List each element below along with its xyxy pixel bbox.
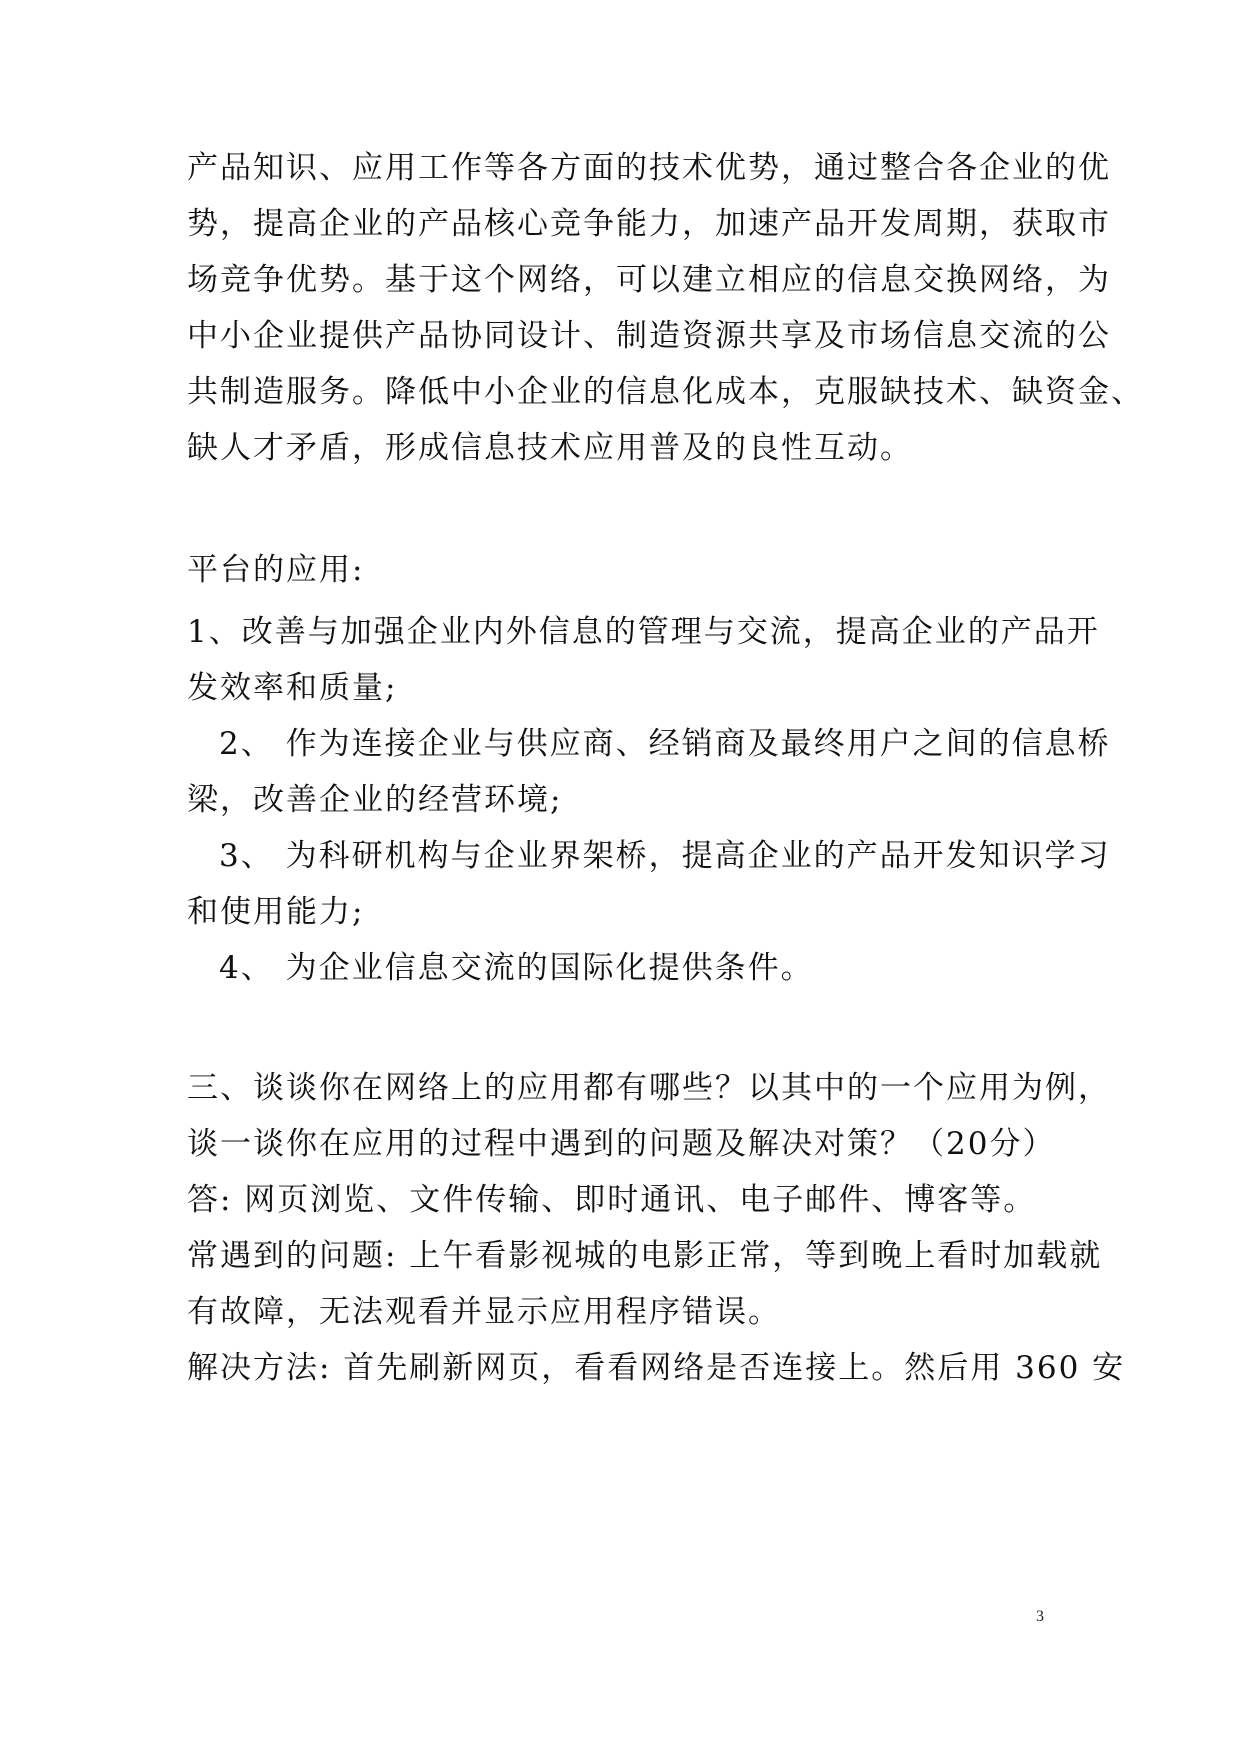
text-line: 场竞争优势。基于这个网络，可以建立相应的信息交换网络，为 [187,262,1111,298]
text-line: 3、 为科研机构与企业界架桥，提高企业的产品开发知识学习 [219,838,1111,874]
text-line: 常遇到的问题: 上午看影视城的电影正常，等到晚上看时加载就 [187,1238,1103,1274]
text-line: 和使用能力; [187,894,365,930]
text-line: 1、改善与加强企业内外信息的管理与交流，提高企业的产品开 [187,614,1100,650]
text-line: 有故障，无法观看并显示应用程序错误。 [187,1294,781,1330]
text-line: 答: 网页浏览、文件传输、即时通讯、电子邮件、博客等。 [187,1182,1037,1218]
text-line: 共制造服务。降低中小企业的信息化成本，克服缺技术、缺资金、 [187,374,1144,410]
text-line: 谈一谈你在应用的过程中遇到的问题及解决对策？（20分） [187,1126,1056,1162]
text-line: 梁，改善企业的经营环境; [187,782,563,818]
page-number: 3 [1036,1608,1044,1625]
text-line: 4、 为企业信息交流的国际化提供条件。 [219,950,814,986]
text-line: 三、谈谈你在网络上的应用都有哪些？以其中的一个应用为例， [187,1070,1111,1106]
section-heading: 平台的应用: [187,552,365,588]
text-line: 2、 作为连接企业与供应商、经销商及最终用户之间的信息桥 [219,726,1111,762]
text-line: 发效率和质量; [187,670,398,706]
text-line: 中小企业提供产品协同设计、制造资源共享及市场信息交流的公 [187,318,1111,354]
text-line: 势，提高企业的产品核心竞争能力，加速产品开发周期，获取市 [187,206,1111,242]
text-line: 缺人才矛盾，形成信息技术应用普及的良性互动。 [187,430,913,466]
text-line: 产品知识、应用工作等各方面的技术优势，通过整合各企业的优 [187,150,1111,186]
text-line: 解决方法: 首先刷新网页，看看网络是否连接上。然后用 360 安 [187,1350,1126,1386]
